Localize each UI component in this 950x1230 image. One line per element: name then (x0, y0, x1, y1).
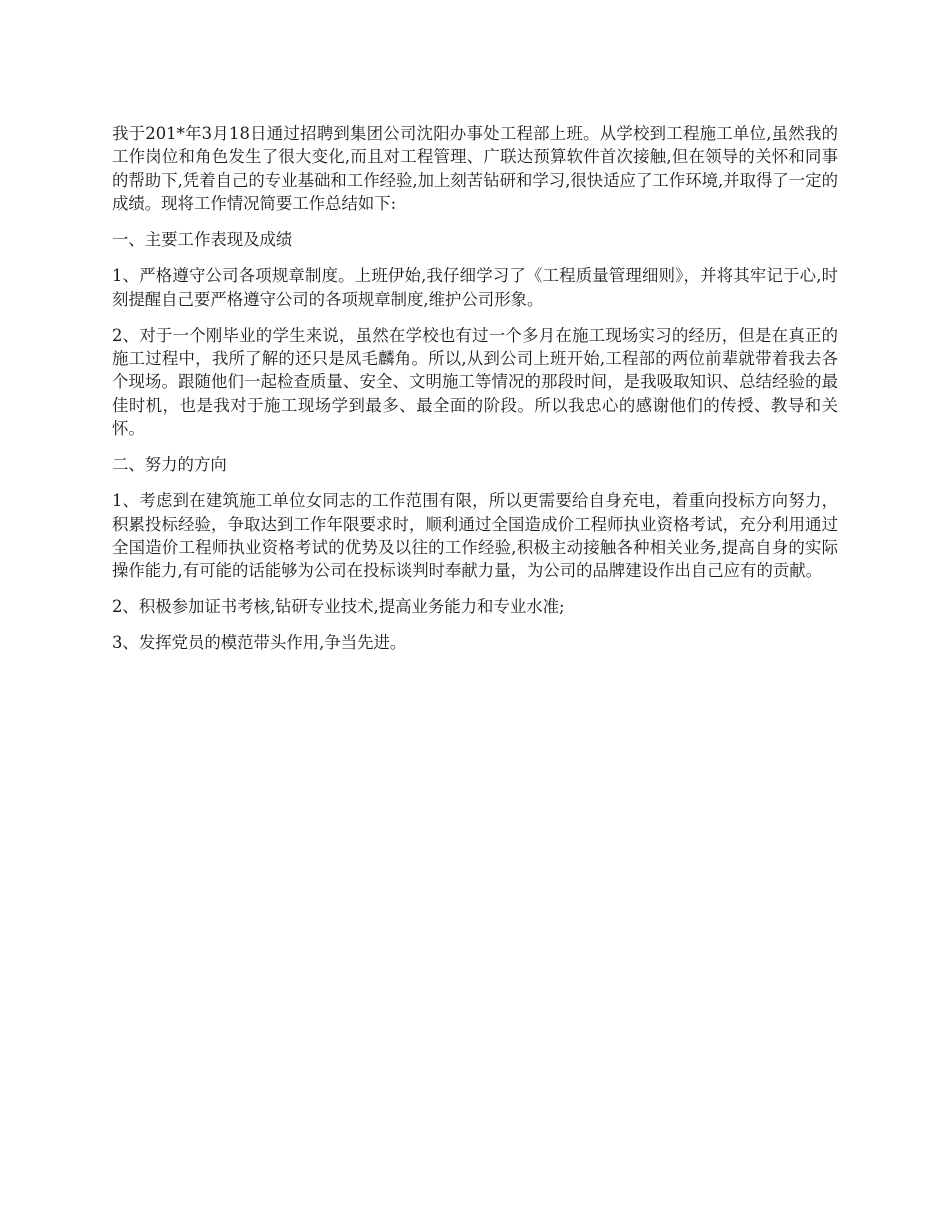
section1-item-2: 2、对于一个刚毕业的学生来说，虽然在学校也有过一个多月在施工现场实习的经历，但是在真正的施工过程中，我所了解的还只是凤毛麟角。所以,从到公司上班开始,工程部的两位前辈就带着我去各个现场。跟随他们一起检查质量、安全、文明施工等情况的那段时间，是我吸取知识、总结经验的最佳时机，也是我对于施工现场学到最多、最全面的阶段。所以我忠心的感谢他们的传授、教导和关怀。 (112, 325, 838, 439)
section1-item-1: 1、严格遵守公司各项规章制度。上班伊始,我仔细学习了《工程质量管理细则》，并将其牢记于心,时刻提醒自己要严格遵守公司的各项规章制度,维护公司形象。 (112, 266, 838, 309)
intro-paragraph: 我于201*年3月18日通过招聘到集团公司沈阳办事处工程部上班。从学校到工程施工单位,虽然我的工作岗位和角色发生了很大变化,而且对工程管理、广联达预算软件首次接触,但在领导的关怀和同事的帮助下,凭着自己的专业基础和工作经验,加上刻苦钻研和学习,很快适应了工作环境,并取得了一定的成绩。现将工作情况简要工作总结如下: (112, 124, 838, 214)
document-body (112, 122, 838, 667)
section-heading-direction: 二、努力的方向 (112, 455, 227, 475)
section2-item-2: 2、积极参加证书考核,钻研专业技术,提高业务能力和专业水准; (112, 597, 565, 617)
section-heading-main-work: 一、主要工作表现及成绩 (112, 230, 293, 250)
section2-item-1: 1、考虑到在建筑施工单位女同志的工作范围有限，所以更需要给自身充电，着重向投标方向努力，积累投标经验，争取达到工作年限要求时，顺利通过全国造成价工程师执业资格考试，充分利用通过全国造价工程师执业资格考试的优势及以往的工作经验,积极主动接触各种相关业务,提高自身的实际操作能力,有可能的话能够为公司在投标谈判时奉献力量，为公司的品牌建设作出自己应有的贡献。 (112, 491, 838, 581)
section2-item-3: 3、发挥党员的模范带头作用,争当先进。 (112, 633, 407, 653)
